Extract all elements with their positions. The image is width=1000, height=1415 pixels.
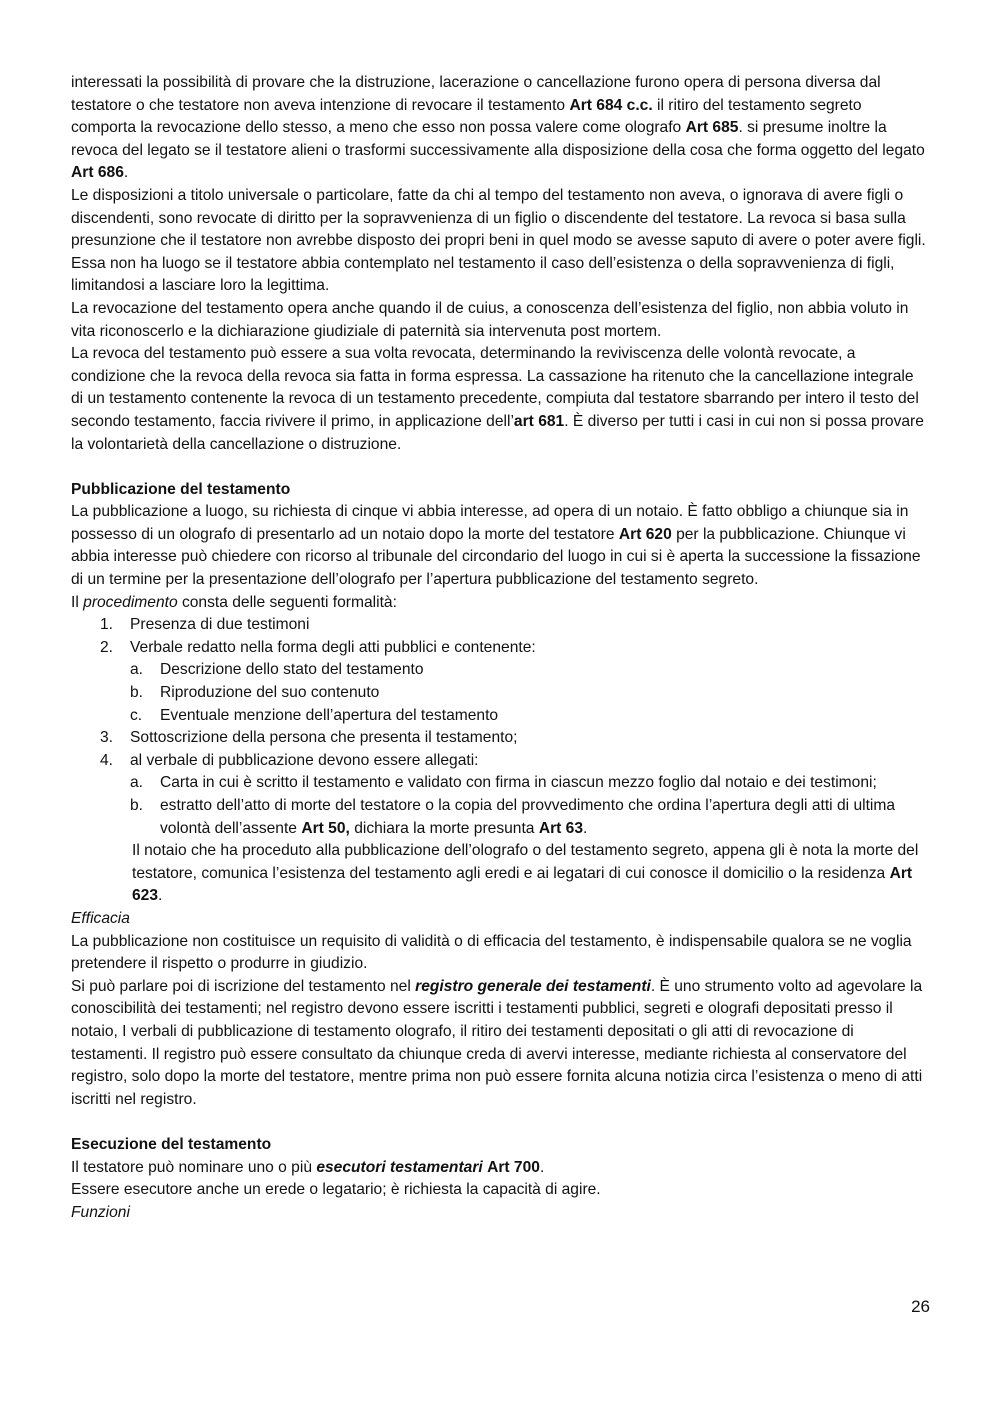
text-run: consta delle seguenti formalità: [177,593,397,611]
text-run: . [123,164,129,182]
spacer [71,1111,927,1134]
text-run: La revoca del testamento può essere a sua volta revocata, determinando la reviviscenza delle volontà revocate, a condizione che la revoca della revoca sia fatta in forma espressa. La cassazione ha ritenuto che la cancellazione integrale di un testamento contenente la revoca di un testamento precedente, compiuta dal testatore sbarrando per intero il testo del secondo testamento, faccia rivivere il primo, in applicazione dell’ [71,345,919,430]
bold-text: registro generale dei testamenti [415,977,651,995]
text-run: Il notaio che ha proceduto alla pubblicazione dell’olografo o del testamento segreto, appena gli è nota la morte del testatore, comunica l’esistenza del testamento agli eredi e ai legatari di cui conosce il domicilio o la residenza [132,842,919,882]
text-run: interessati la possibilità di provare che la distruzione, lacerazione o cancellazione furono opera di persona diversa dal testatore o che testatore non aveva intenzione di revocare il testamento [71,74,881,114]
list-item [71,750,927,773]
list-item-text: Sottoscrizione della persona che presenta il testamento; [130,729,518,747]
text-run: estratto dell’atto di morte del testatore o la copia del provvedimento che ordina l’apertura degli atti di ultima volontà dell’assente [160,797,896,837]
list-item [71,637,927,660]
bold-text: esecutori testamentari [316,1158,483,1176]
text-run: La pubblicazione non costituisce un requisito di validità o di efficacia del testamento, è indispensabile qualora se ne voglia pretendere il rispetto o produrre in giudizio. [71,932,912,973]
text-run: Il testatore può nominare uno o più [71,1158,317,1176]
sub-list-item [71,795,927,840]
text-run: dichiara la morte presunta [349,819,539,837]
paragraph [71,1157,927,1180]
text-run: Si può parlare poi di iscrizione del testamento nel [71,977,416,995]
text-run: . È uno strumento volto ad agevolare la conoscibilità dei testamenti; nel registro devono essere iscritti i testamenti pubblici, segreti e olografi depositati presso il notaio, I verbali di pubblicazione di testamento olografo, il ritiro dei testamenti depositati o gli atti di revocazione di testamenti. Il registro può essere consultato da chiunque creda di avervi interesse, mediante richiesta al conservatore del registro, solo dopo la morte del testatore, mentre prima non può essere fornita alcuna notizia circa l’esistenza o meno di atti iscritti nel registro. [71,977,923,1108]
section-heading-pubblicazione: Pubblicazione del testamento [71,480,291,498]
list-marker: 2. [100,638,114,656]
paragraph [71,185,927,298]
list-item-text: Verbale redatto nella forma degli atti pubblici e contenente: [130,638,536,656]
list-item [71,727,927,750]
text-run: . [539,1158,545,1176]
bold-text: Art 686 [71,164,124,182]
list-marker: b. [130,684,144,702]
bold-text: Art 623 [132,864,913,905]
list-item-text: Riproduzione del suo contenuto [160,684,380,702]
sub-list-item [71,772,927,795]
text-run: Essere esecutore anche un erede o legatario; è richiesta la capacità di agire. [71,1181,601,1199]
bold-text: Art 685 [685,119,739,137]
list-marker: 1. [100,616,114,634]
page-number: 26 [911,1297,930,1316]
list-marker: c. [130,706,143,724]
text-run: Le disposizioni a titolo universale o particolare, fatte da chi al tempo del testamento non aveva, o ignorava di avere figli o discendenti, sono revocate di diritto per la sopravvenienza di un figlio o discendente del testatore. La revoca si basa sulla presunzione che il testatore non avrebbe disposto dei propri beni in quel modo se avesse saputo di avere o poter avere figli. Essa non ha luogo se il testatore abbia contemplato nel testamento il caso dell’esistenza o della sopravvenienza di figli, limitandosi a lasciare loro la legittima. [71,186,926,295]
paragraph [71,298,927,343]
text-run: . si presume inoltre la revoca del legato se il testatore alieni o trasformi successivamente alla disposizione della cosa che forma oggetto del legato [71,119,925,159]
bold-text: Art 684 c.c. [569,96,653,114]
spacer [71,456,927,479]
paragraph [71,1179,927,1202]
text-run: per la pubblicazione. Chiunque vi abbia interesse può chiedere con ricorso al tribunale del circondario del luogo in cui si è aperta la successione la fissazione di un termine per la presentazione dell’olografo per l’apertura pubblicazione del testamento segreto. [71,525,921,589]
text-run: . [158,887,163,905]
list-item [71,614,927,637]
bold-text: art 681 [513,412,565,430]
list-item-text: Carta in cui è scritto il testamento e validato con firma in ciascun mezzo foglio dal notaio e dei testimoni; [160,774,877,792]
paragraph [71,931,927,976]
text-run: il ritiro del testamento segreto comporta la revocazione dello stesso, a meno che esso non possa valere come olografo [71,96,862,137]
list-marker: a. [130,661,144,679]
bold-text: Art 700 [487,1158,540,1176]
paragraph [71,592,927,615]
list-item-text: Descrizione dello stato del testamento [160,661,424,679]
paragraph [71,343,927,456]
text-run: La pubblicazione a luogo, su richiesta di cinque vi abbia interesse, ad opera di un notaio. È fatto obbligo a chiunque sia in possesso di un olografo di presentarlo ad un notaio dopo la morte del testatore [71,503,909,543]
paragraph [71,501,927,591]
list-marker: 3. [100,729,114,747]
text-run: . [583,819,588,837]
text-run: Il [71,593,84,611]
subheading-efficacia: Efficacia [71,909,130,927]
sub-list-item [71,705,927,728]
page-body [71,72,927,1224]
list-marker: b. [130,797,144,814]
bold-text: Art 620 [618,525,672,543]
list-item-text: al verbale di pubblicazione devono essere allegati: [130,751,479,769]
list-item-text [160,795,927,840]
text-run: . È diverso per tutti i casi in cui non si possa provare la volontarietà della cancellazione o distruzione. [71,412,924,453]
list-marker: a. [130,774,144,792]
list-marker: 4. [100,751,114,769]
list-item-text: Presenza di due testimoni [130,616,310,634]
subheading-funzioni: Funzioni [71,1203,130,1221]
paragraph [71,72,927,185]
list-item-text: Eventuale menzione dell’apertura del testamento [160,706,499,724]
text-run: La revocazione del testamento opera anche quando il de cuius, a conoscenza dell’esistenza del figlio, non abbia voluto in vita riconoscerlo e la dichiarazione giudiziale di paternità sia intervenuta post mortem. [71,299,909,340]
indented-paragraph [71,840,927,908]
italic-text: procedimento [83,593,178,611]
bold-text: Art 50, [301,819,350,837]
sub-list-item [71,659,927,682]
sub-list-item [71,682,927,705]
section-heading-esecuzione: Esecuzione del testamento [71,1135,272,1153]
paragraph [71,976,927,1112]
bold-text: Art 63 [538,819,584,837]
